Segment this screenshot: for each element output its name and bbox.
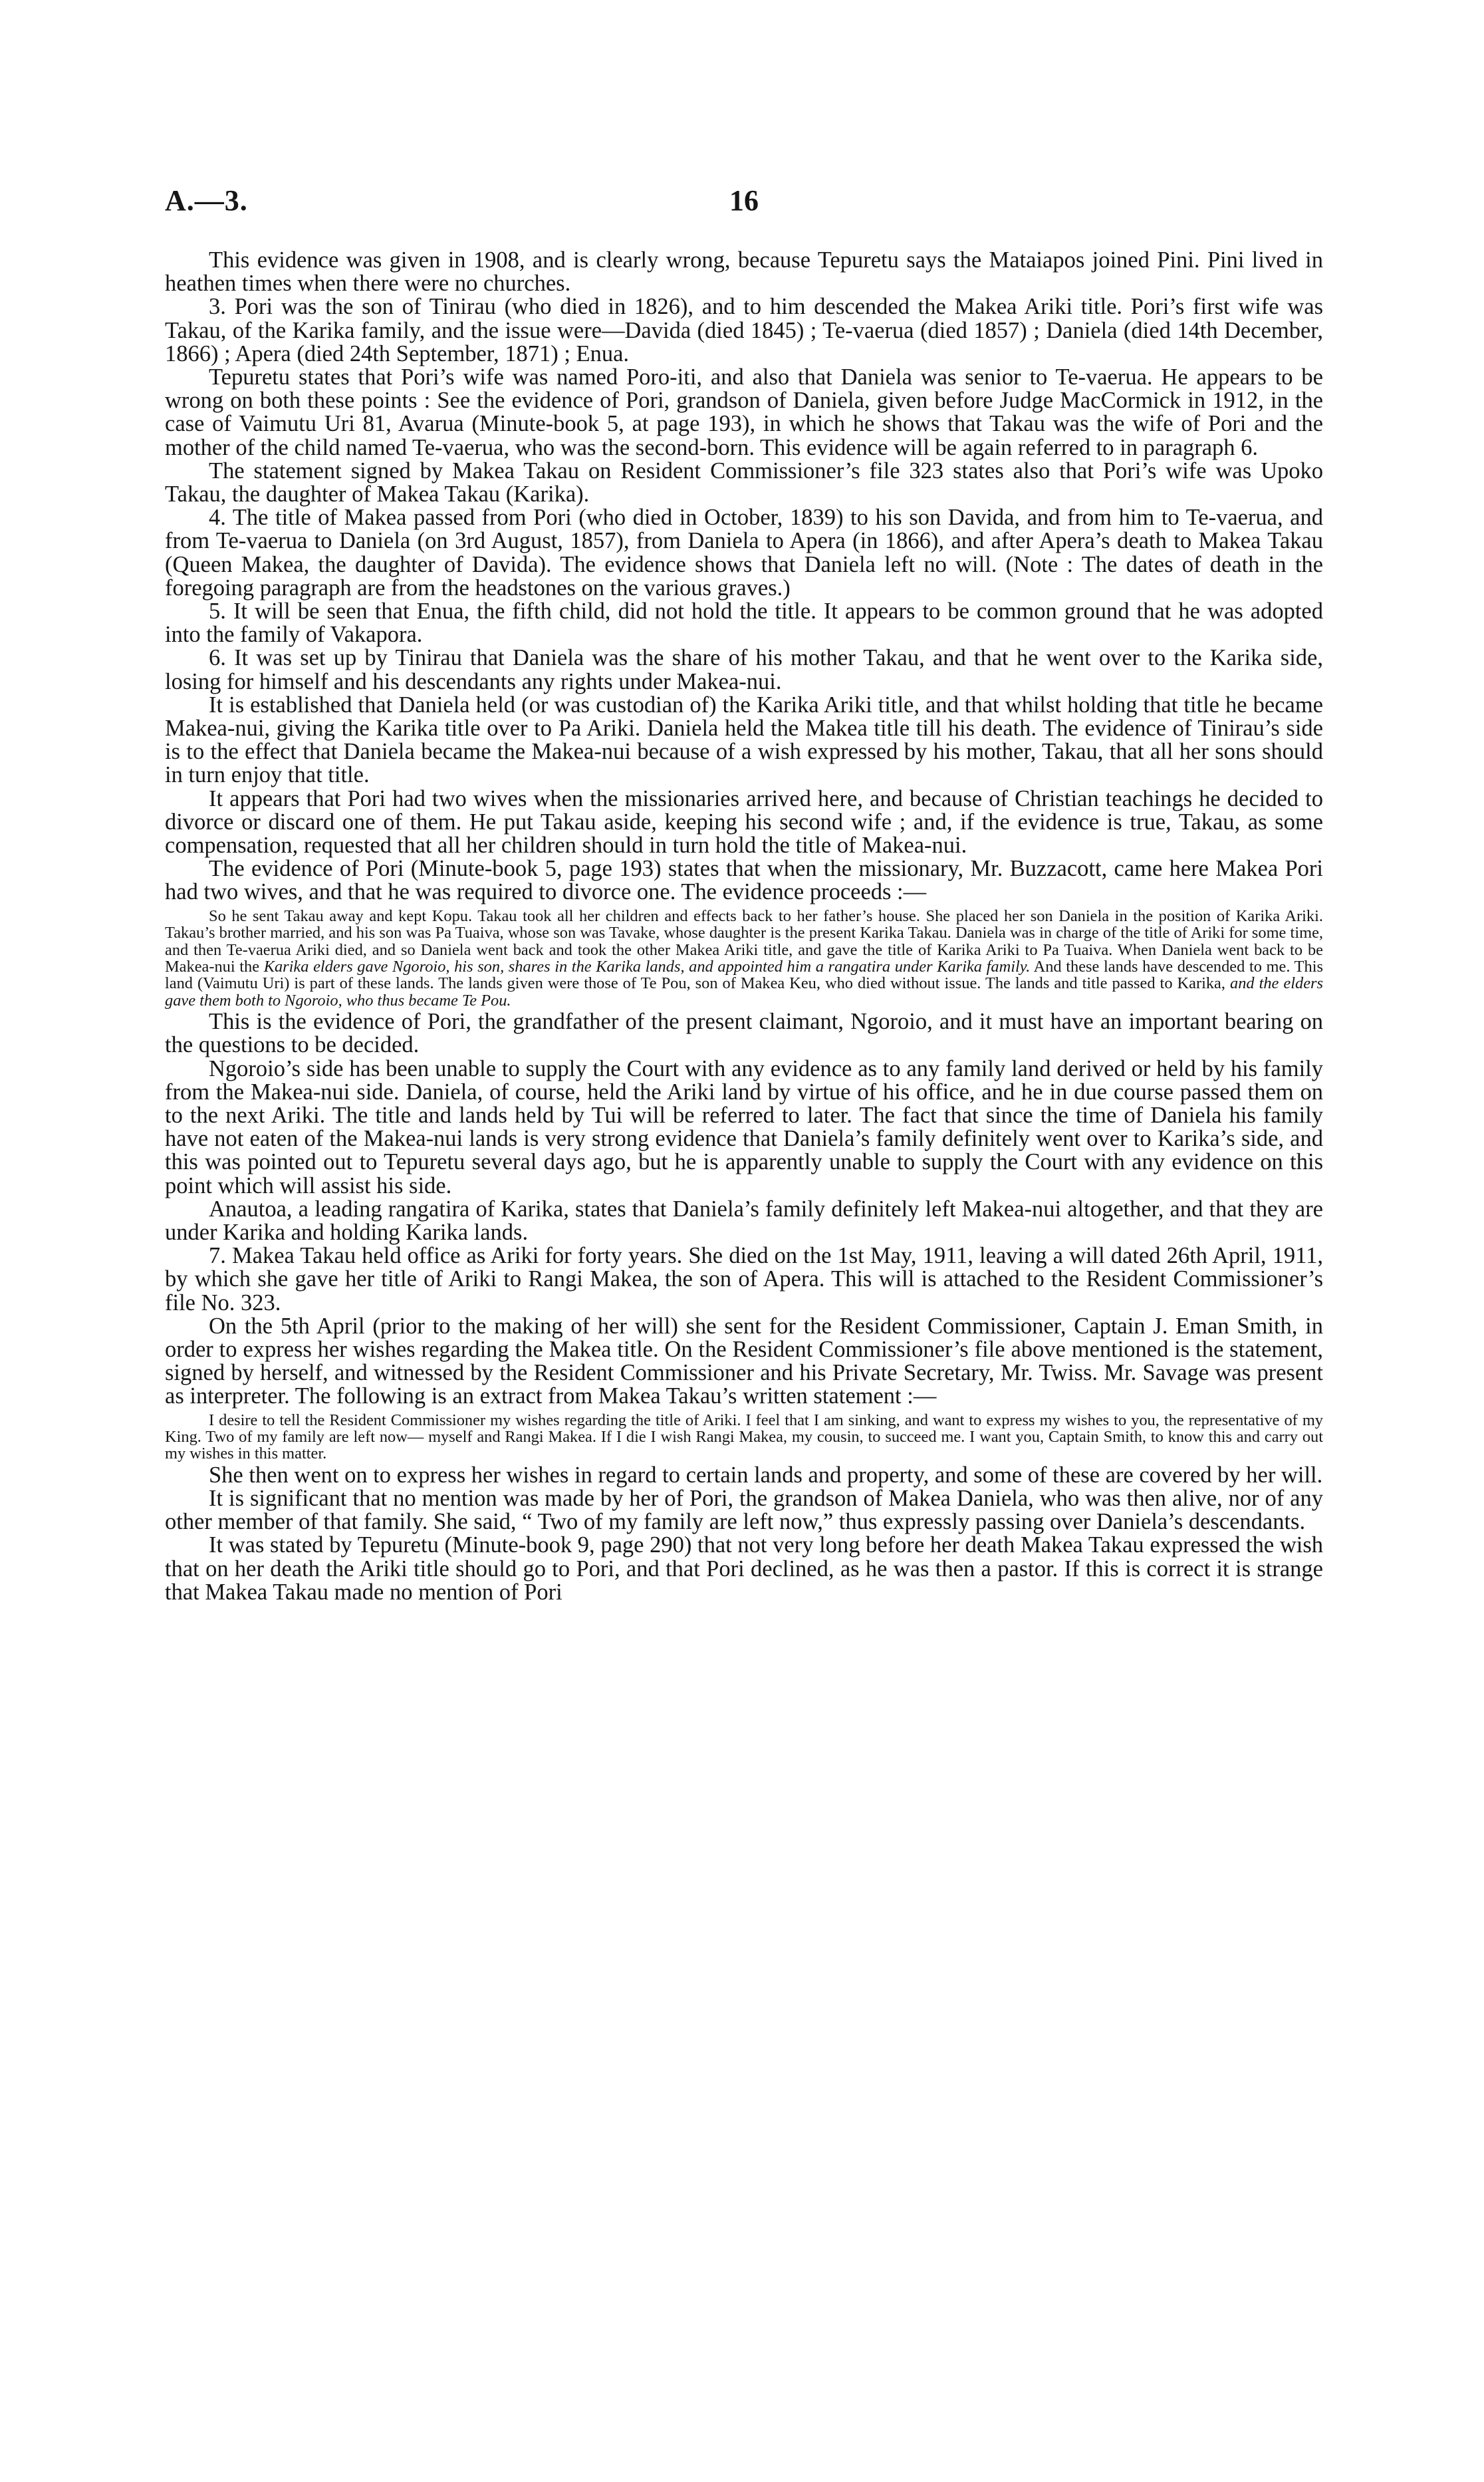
block-quote-pori-evidence	[165, 908, 1323, 1009]
paragraph: On the 5th April (prior to the making of her will) she sent for the Resident Commissioner, Captain J. Eman Smith, in order to express her wishes regarding the Makea title. On the Resident Commissioner’s file above mentioned is the statement, signed by herself, and witnessed by the Resident Commissioner and his Private Secretary, Mr. Twiss. Mr. Savage was present as interpreter. The following is an extract from Makea Takau’s written statement :—	[165, 1313, 1323, 1409]
paragraph: It appears that Pori had two wives when the missionaries arrived here, and because of Christian teachings he decided to divorce or discard one of them. He put Takau aside, keeping his second wife ; and, if the evidence is true, Takau, as some compensation, requested that all her children should in turn hold the title of Makea-nui.	[165, 785, 1323, 859]
quote-text: And these lands have descended to me. This land (Vaimutu Uri) is part of these lands. The lands given were those of Te Pou, son of Makea Keu, who died without issue. The lands and title passed to Karika,	[165, 957, 1323, 993]
quote-italic-text: and the elders gave them both to Ngoroio, who thus became Te Pou.	[165, 974, 1323, 1010]
quote-italic-text: Karika elders gave Ngoroio, his son, shares in the Karika lands, and appointed him a rangatira under Karika family.	[263, 957, 1031, 976]
paragraph: 7. Makea Takau held office as Ariki for forty years. She died on the 1st May, 1911, leaving a will dated 26th April, 1911, by which she gave her title of Ariki to Rangi Makea, the son of Apera. This will is attached to the Resident Commissioner’s file No. 323.	[165, 1243, 1323, 1315]
paragraph: She then went on to express her wishes in regard to certain lands and property, and some of these are covered by her will.	[209, 1462, 1323, 1488]
paragraph: 5. It will be seen that Enua, the fifth child, did not hold the title. It appears to be common ground that he was adopted into the family of Vakapora.	[165, 599, 1323, 648]
paragraph: The statement signed by Makea Takau on Resident Commissioner’s file 323 states also that Pori’s wife was Upoko Takau, the daughter of Makea Takau (Karika).	[165, 458, 1323, 507]
paragraph: Anautoa, a leading rangatira of Karika, states that Daniela’s family definitely left Makea-nui altogether, and that they are under Karika and holding Karika lands.	[165, 1196, 1323, 1245]
paragraph: This evidence was given in 1908, and is clearly wrong, because Tepuretu says the Mataiapos joined Pini. Pini lived in heathen times when there were no churches.	[165, 247, 1323, 297]
paragraph: Tepuretu states that Pori’s wife was named Poro-iti, and also that Daniela was senior to Te-vaerua. He appears to be wrong on both these points : See the evidence of Pori, grandson of Daniela, given before Judge MacCormick in 1912, in the case of Vaimutu Uri 81, Avarua (Minute-book 5, at page 193), in which he shows that Takau was the wife of Pori and the mother of the child named Te-vaerua, who was the second-born. This evidence will be again referred to in paragraph 6.	[165, 364, 1323, 460]
paragraph: Ngoroio’s side has been unable to supply the Court with any evidence as to any family land derived or held by his family from the Makea-nui side. Daniela, of course, held the Ariki land by virtue of his office, and he in due course passed them on to the next Ariki. The title and lands held by Tui will be referred to later. The fact that since the time of Daniela his family have not eaten of the Makea-nui lands is very strong evidence that Daniela’s family definitely went over to Karika’s side, and this was pointed out to Tepuretu several days ago, but he is apparently unable to supply the Court with any evidence on this point which will assist his side.	[165, 1055, 1323, 1198]
quote-text: So he sent Takau away and kept Kopu. Takau took all her children and effects back to her father’s house. She placed her son Daniela in the position of Karika Ariki. Takau’s brother married, and his son was Pa Tuaiva, whose son was Tavake, whose daughter is the present Karika Takau. Daniela was in charge of the title of Ariki for some time, and then Te-vaerua Ariki died, and so Daniela went back and took the other Makea Ariki title, and gave the title of Karika Ariki to Pa Tuaiva. When Daniela went back to be Makea-nui the	[165, 906, 1323, 976]
document-body	[165, 249, 1323, 1604]
paragraph: It was stated by Tepuretu (Minute-book 9, page 290) that not very long before her death Makea Takau expressed the wish that on her death the Ariki title should go to Pori, and that Pori declined, as he was then a pastor. If this is correct it is strange that Makea Takau made no mention of Pori	[165, 1532, 1323, 1605]
paragraph: 3. Pori was the son of Tinirau (who died in 1826), and to him descended the Makea Ariki title. Pori’s first wife was Takau, of the Karika family, and the issue were—Davida (died 1845) ; Te-vaerua (died 1857) ; Daniela (died 14th December, 1866) ; Apera (died 24th September, 1871) ; Enua.	[165, 294, 1323, 366]
paragraph: The evidence of Pori (Minute-book 5, page 193) states that when the missionary, Mr. Buzzacott, came here Makea Pori had two wives, and that he was required to divorce one. The evidence proceeds :—	[165, 856, 1323, 905]
page-number: 16	[729, 184, 759, 217]
paragraph: 4. The title of Makea passed from Pori (who died in October, 1839) to his son Davida, and from him to Te-vaerua, and from Te-vaerua to Daniela (on 3rd August, 1857), from Daniela to Apera (in 1866), and after Apera’s death to Makea Takau (Queen Makea, the daughter of Davida). The evidence shows that Daniela left no will. (Note : The dates of death in the foregoing paragraph are from the headstones on the various graves.)	[165, 505, 1323, 601]
paragraph: This is the evidence of Pori, the grandfather of the present claimant, Ngoroio, and it must have an important bearing on the questions to be decided.	[165, 1009, 1323, 1058]
document-reference: A.—3.	[165, 184, 248, 217]
paragraph: It is significant that no mention was made by her of Pori, the grandson of Makea Daniela, who was then alive, nor of any other member of that family. She said, “ Two of my family are left now,” thus expressly passing over Daniela’s descendants.	[165, 1486, 1323, 1535]
block-quote-makea-statement: I desire to tell the Resident Commissioner my wishes regarding the title of Ariki. I feel that I am sinking, and want to express my wishes to you, the representative of my King. Two of my family are left now— myself and Rangi Makea. If I die I wish Rangi Makea, my cousin, to succeed me. I want you, Captain Smith, to know this and carry out my wishes in this matter.	[165, 1411, 1323, 1463]
page-header	[165, 184, 1323, 223]
paragraph: It is established that Daniela held (or was custodian of) the Karika Ariki title, and that whilst holding that title he became Makea-nui, giving the Karika title over to Pa Ariki. Daniela held the Makea title till his death. The evidence of Tinirau’s side is to the effect that Daniela became the Makea-nui because of a wish expressed by his mother, Takau, that all her sons should in turn enjoy that title.	[165, 692, 1323, 788]
paragraph: 6. It was set up by Tinirau that Daniela was the share of his mother Takau, and that he went over to the Karika side, losing for himself and his descendants any rights under Makea-nui.	[165, 645, 1323, 694]
